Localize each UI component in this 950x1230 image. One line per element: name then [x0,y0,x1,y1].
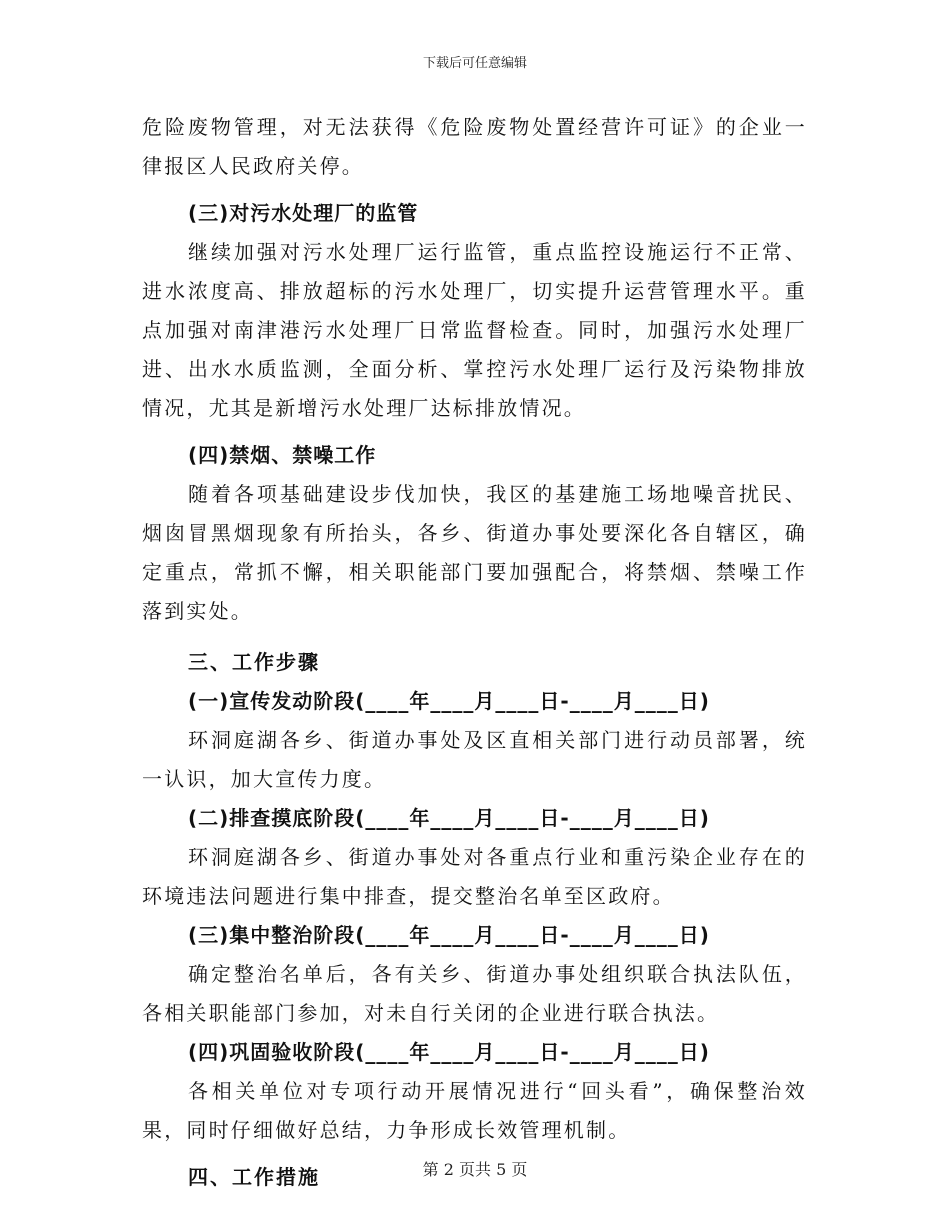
paragraph-smoke-noise: 随着各项基础建设步伐加快，我区的基建施工场地噪音扰民、烟囱冒黑烟现象有所抬头，各乡、街道办事处要深化各自辖区，确定重点，常抓不懈，相关职能部门要加强配合，将禁烟、禁噪工作落到实处。 [142,482,807,623]
step-4-title: (四)巩固验收阶段(____年____月____日-____月____日) [188,1040,710,1064]
paragraph-sewage-plant: 继续加强对污水处理厂运行监管，重点监控设施运行不正常、进水浓度高、排放超标的污水处理厂，切实提升运营管理水平。重点加强对南津港污水处理厂日常监督检查。同时，加强污水处理厂进、出水水质监测，全面分析、掌控污水处理厂运行及污染物排放情况，尤其是新增污水处理厂达标排放情况。 [142,240,807,420]
document-body [142,108,807,1197]
step-1-text: 环洞庭湖各乡、街道办事处及区直相关部门进行动员部署，统一认识，加大宣传力度。 [142,728,807,791]
page-header: 下载后可任意编辑 [422,56,527,71]
heading-sewage-plant-supervision: (三)对污水处理厂的监管 [188,201,419,225]
step-4-text: 各相关单位对专项行动开展情况进行“回头看”，确保整治效果，同时仔细做好总结，力争形成长效管理机制。 [142,1079,807,1142]
step-3-text: 确定整治名单后，各有关乡、街道办事处组织联合执法队伍，各相关职能部门参加，对未自行关闭的企业进行联合执法。 [142,962,807,1025]
step-2-title: (二)排查摸底阶段(____年____月____日-____月____日) [188,806,710,830]
step-2-text: 环洞庭湖各乡、街道办事处对各重点行业和重污染企业存在的环境违法问题进行集中排查，提交整治名单至区政府。 [142,845,807,908]
page-number-footer: 第 2 页共 5 页 [422,1160,528,1179]
step-3-title: (三)集中整治阶段(____年____月____日-____月____日) [188,923,710,947]
step-1-title: (一)宣传发动阶段(____年____月____日-____月____日) [188,689,710,713]
section-title-work-steps: 三、工作步骤 [188,650,320,674]
heading-smoke-noise-ban: (四)禁烟、禁噪工作 [188,443,377,467]
section-title-work-measures: 四、工作措施 [188,1165,320,1189]
paragraph-hazardous-waste: 危险废物管理，对无法获得《危险废物处置经营许可证》的企业一律报区人民政府关停。 [142,115,807,178]
